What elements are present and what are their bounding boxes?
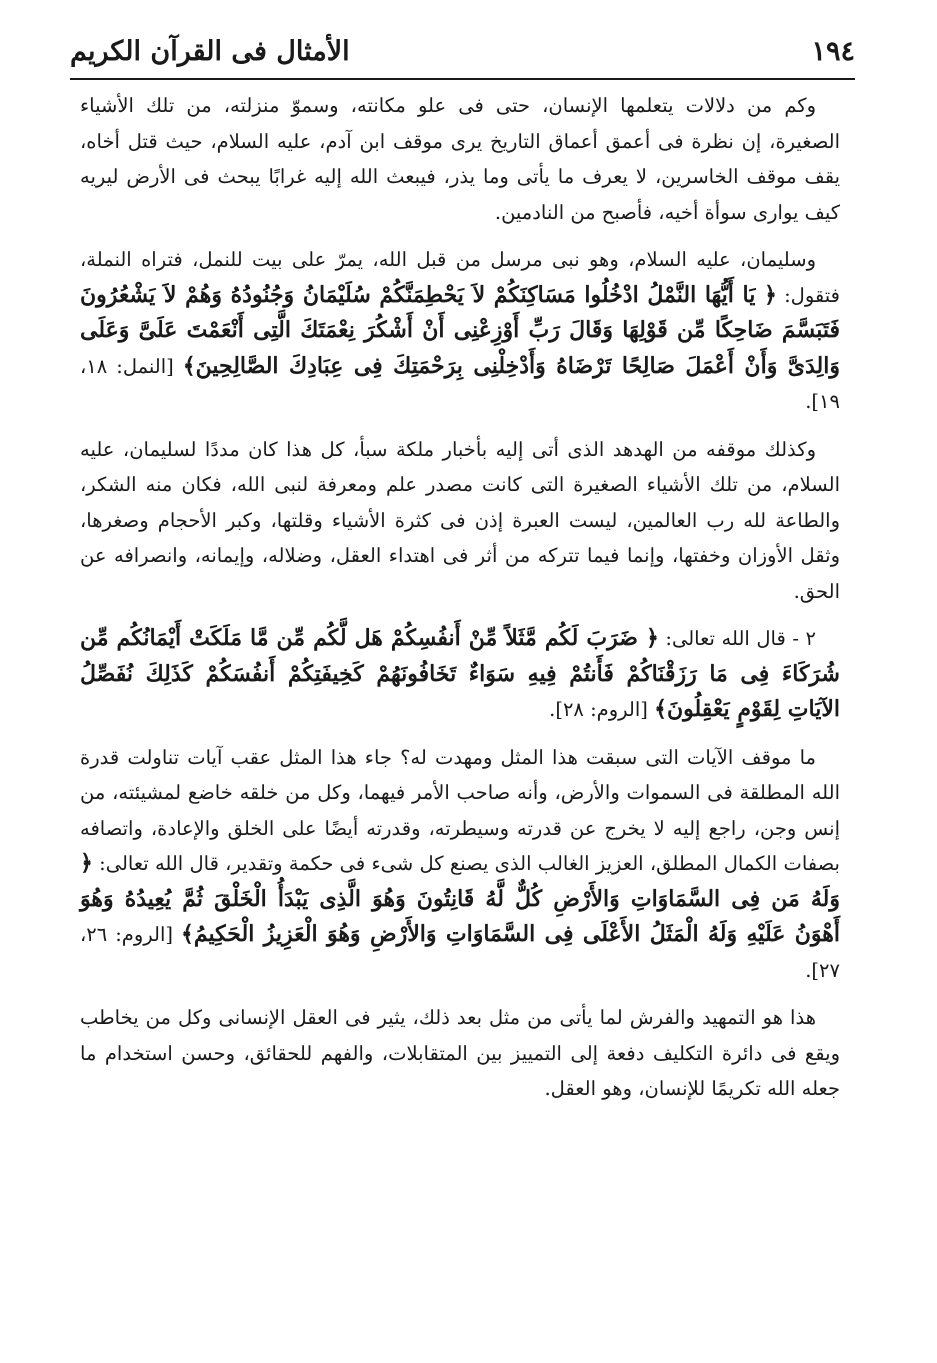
paragraph-text: وكم من دلالات يتعلمها الإنسان، حتى فى علو مكانته، وسموّ منزلته، من تلك الأشياء الصغيرة، إن نظرة فى أعمق أعماق التاريخ يرى موقف ابن آدم، عليه السلام، حيث قتل أخاه، يقف موقف الخاسرين، لا يعرف ما يأتى وما يذر، فيبعث الله إليه غرابًا يبحث فى الأرض ليريه كيف يوارى سوأة أخيه، فأصبح من النادمين. (80, 94, 840, 224)
paragraph-4 (80, 621, 840, 728)
quran-verse: ﴿ ضَرَبَ لَكُم مَّثَلاً مِّنْ أَنفُسِكُمْ هَل لَّكُم مِّن مَّا مَلَكَتْ أَيْمَانُكُم مِّن شُرَكَاءَ فِى مَا رَزَقْنَاكُمْ فَأَنتُمْ فِيهِ سَوَاءٌ تَخَافُونَهُمْ كَخِيفَتِكُمْ أَنفُسَكُمْ كَذَلِكَ نُفَصِّلُ الآيَاتِ لِقَوْمٍ يَعْقِلُونَ﴾ (80, 625, 840, 722)
paragraph-text: ٢ - قال الله تعالى: (665, 627, 817, 650)
paragraph-3 (80, 432, 840, 610)
verse-reference: [الروم: ٢٦، ٢٧]. (80, 923, 840, 982)
paragraph-6 (80, 1000, 840, 1107)
paragraph-1 (80, 88, 840, 230)
quran-verse: ﴿ وَلَهُ مَن فِى السَّمَاوَاتِ وَالأَرْضِ كُلٌّ لَّهُ قَانِتُونَ وَهُوَ الَّذِى يَبْدَأُ الْخَلْقَ ثُمَّ يُعِيدُهُ وَهُوَ أَهْوَنُ عَلَيْهِ وَلَهُ الْمَثَلُ الأَعْلَى فِى السَّمَاوَاتِ وَالأَرْضِ وَهُوَ الْعَزِيزُ الْحَكِيمُ﴾ (80, 850, 841, 947)
paragraph-2 (80, 242, 840, 420)
paragraph-5 (80, 740, 840, 989)
paragraph-text: ما موقف الآيات التى سبقت هذا المثل ومهدت له؟ جاء هذا المثل عقب آيات تناولت قدرة الله المطلقة فى السموات والأرض، وأنه صاحب الأمر فيهما، وكل من خلقه خاضع لمشيئته، من إنس وجن، راجع إليه لا يخرج عن قدرته وسيطرته، وقدرته أيضًا على الخلق والإعادة، واتصافه بصفات الكمال المطلق، العزيز الغالب الذى يصنع كل شىء فى حكمة وتقدير، قال الله تعالى: (80, 745, 840, 875)
paragraph-text: وسليمان، عليه السلام، وهو نبى مرسل من قبل الله، يمرّ على بيت للنمل، فتراه النملة، فتقول: (80, 248, 840, 307)
page-header (70, 30, 855, 80)
paragraph-text: وكذلك موقفه من الهدهد الذى أتى إليه بأخبار ملكة سبأ، كل هذا كان مددًا لسليمان، عليه السلام، من تلك الأشياء الصغيرة التى كانت مصدر علم ومعرفة لنبى الله، فكان منه الشكر، والطاعة لله رب العالمين، ليست العبرة إذن فى كثرة الأشياء وقلتها، وكبر الأحجام وصغرها، وثقل الأوزان وخفتها، وإنما فيما تتركه من أثر فى اهتداء العقل، وضلاله، وإيمانه، وانصرافه عن الحق. (80, 437, 840, 603)
paragraph-text: هذا هو التمهيد والفرش لما يأتى من مثل بعد ذلك، يثير فى العقل الإنسانى وكل من يخاطب ويقع فى دائرة التكليف دفعة إلى التمييز بين المتقابلات، والفهم للحقائق، وحسن استخدام ما جعله الله تكريمًا للإنسان، وهو العقل. (80, 1006, 840, 1100)
page-number: ١٩٤ (811, 36, 855, 67)
verse-reference: [الروم: ٢٨]. (549, 698, 648, 721)
quran-verse: ﴿ يَا أَيُّهَا النَّمْلُ ادْخُلُوا مَسَاكِنَكُمْ لاَ يَحْطِمَنَّكُمْ سُلَيْمَانُ وَجُنُودُهُ وَهُمْ لاَ يَشْعُرُونَ فَتَبَسَّمَ ضَاحِكًا مِّن قَوْلِهَا وَقَالَ رَبِّ أَوْزِعْنِى أَنْ أَشْكُرَ نِعْمَتَكَ الَّتِى أَنْعَمْتَ عَلَىَّ وَعَلَى وَالِدَىَّ وَأَنْ أَعْمَلَ صَالِحًا تَرْضَاهُ وَأَدْخِلْنِى بِرَحْمَتِكَ فِى عِبَادِكَ الصَّالِحِينَ﴾ (80, 281, 840, 379)
book-title: الأمثال فى القرآن الكريم (70, 36, 350, 67)
verse-reference: [النمل: ١٨، ١٩]. (80, 354, 840, 413)
page-body (80, 88, 840, 1107)
